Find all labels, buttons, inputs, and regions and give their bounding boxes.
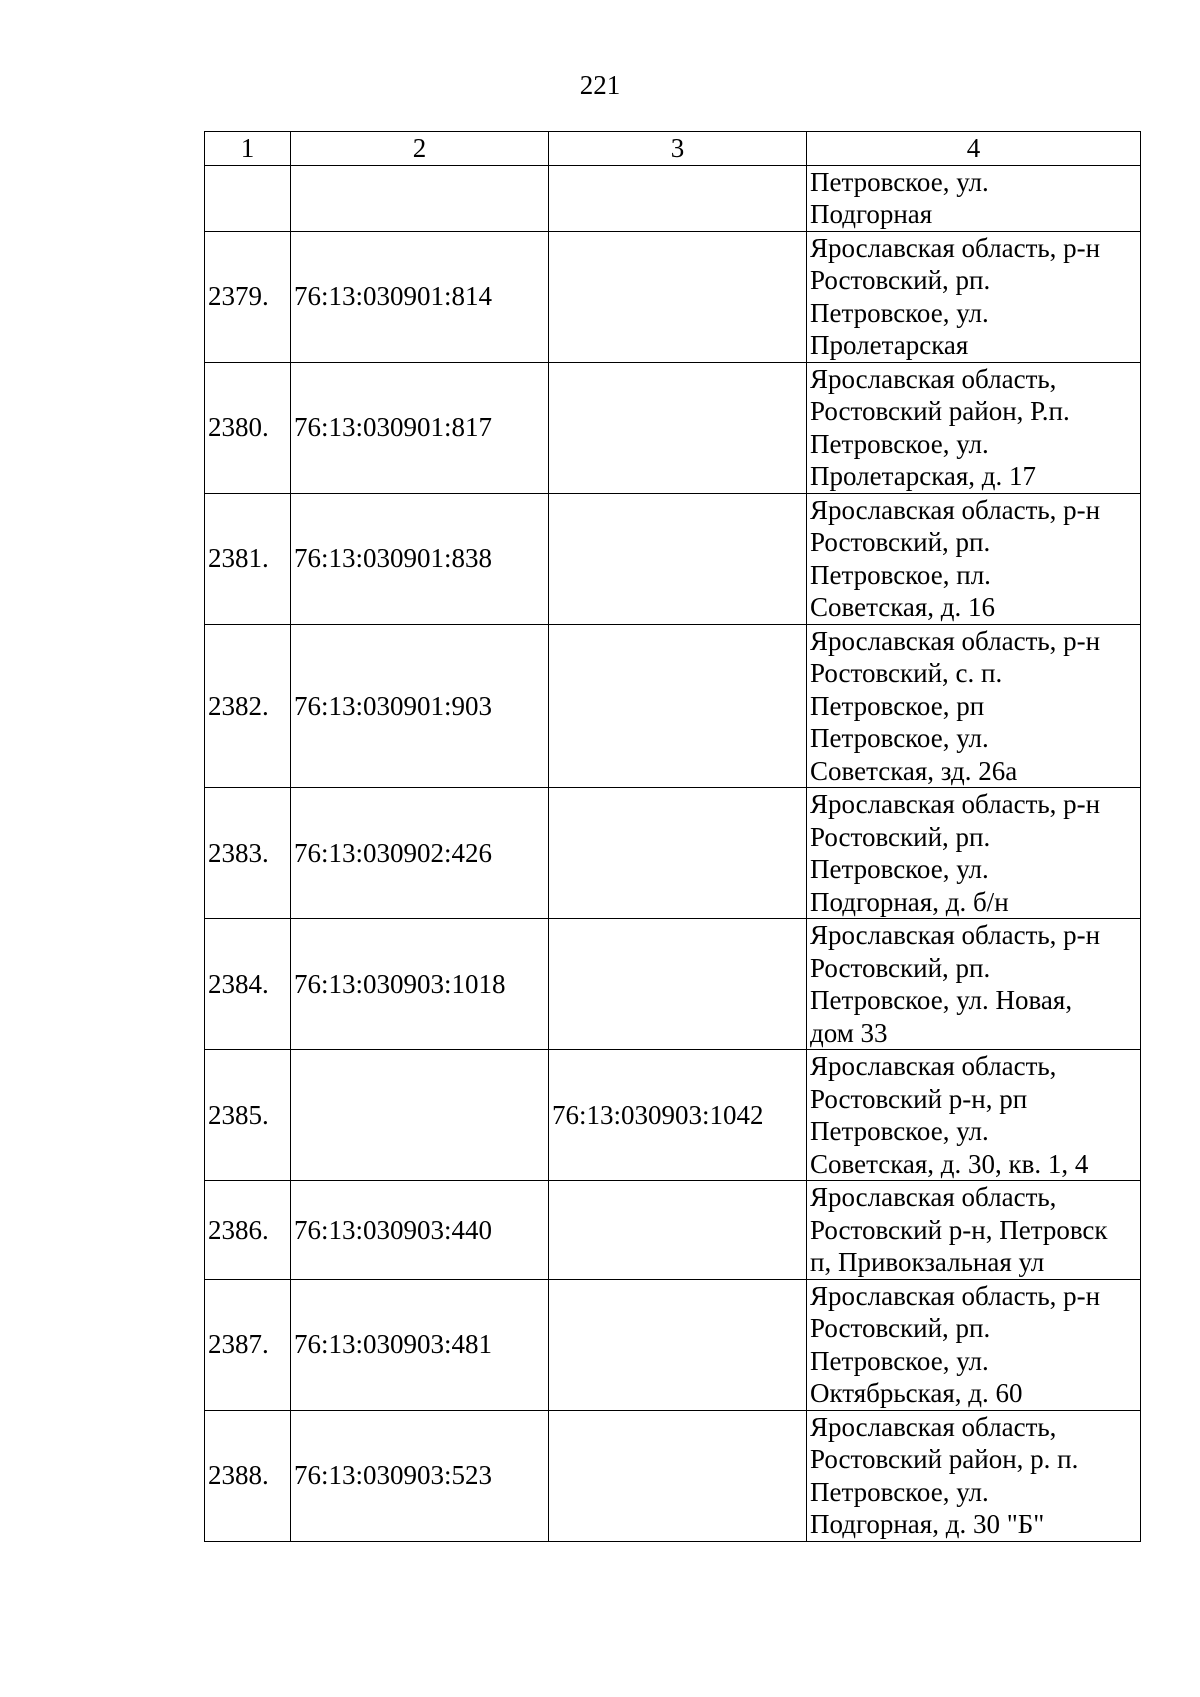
- row-number-cell: 2384.: [205, 919, 291, 1050]
- row-number-cell: [205, 165, 291, 231]
- address-cell: Ярославская область, р-н Ростовский, с. п. Петровское, рп Петровское, ул. Советская, зд. 26а: [807, 624, 1141, 788]
- row-number-cell: 2388.: [205, 1410, 291, 1541]
- column-3-cell: [549, 231, 807, 362]
- column-header-3: 3: [549, 132, 807, 166]
- address-cell: Ярославская область, р-н Ростовский, рп. Петровское, ул. Октябрьская, д. 60: [807, 1279, 1141, 1410]
- column-3-cell: [549, 1410, 807, 1541]
- address-cell: Ярославская область, р-н Ростовский, рп. Петровское, пл. Советская, д. 16: [807, 493, 1141, 624]
- cadastral-number-cell: 76:13:030901:838: [291, 493, 549, 624]
- registry-table: [204, 131, 1141, 1542]
- cadastral-number-cell: [291, 165, 549, 231]
- address-cell: Петровское, ул. Подгорная: [807, 165, 1141, 231]
- column-3-cell: [549, 493, 807, 624]
- table-row: [205, 788, 1141, 919]
- row-number-cell: 2381.: [205, 493, 291, 624]
- table-header-row: [205, 132, 1141, 166]
- cadastral-number-cell: 76:13:030903:481: [291, 1279, 549, 1410]
- column-3-cell: 76:13:030903:1042: [549, 1050, 807, 1181]
- cadastral-number-cell: 76:13:030901:817: [291, 362, 549, 493]
- cadastral-number-cell: 76:13:030902:426: [291, 788, 549, 919]
- table-row: [205, 1050, 1141, 1181]
- table-row: [205, 919, 1141, 1050]
- column-header-2: 2: [291, 132, 549, 166]
- cadastral-number-cell: 76:13:030903:440: [291, 1181, 549, 1280]
- address-cell: Ярославская область, р-н Ростовский, рп. Петровское, ул. Пролетарская: [807, 231, 1141, 362]
- table-row: [205, 165, 1141, 231]
- column-3-cell: [549, 1279, 807, 1410]
- column-3-cell: [549, 919, 807, 1050]
- row-number-cell: 2387.: [205, 1279, 291, 1410]
- address-cell: Ярославская область, р-н Ростовский, рп. Петровское, ул. Подгорная, д. б/н: [807, 788, 1141, 919]
- page-number: 221: [579, 70, 621, 100]
- column-header-1: 1: [205, 132, 291, 166]
- cadastral-number-cell: 76:13:030901:814: [291, 231, 549, 362]
- column-3-cell: [549, 165, 807, 231]
- row-number-cell: 2382.: [205, 624, 291, 788]
- table-row: [205, 1181, 1141, 1280]
- table-row: [205, 231, 1141, 362]
- row-number-cell: 2383.: [205, 788, 291, 919]
- table-row: [205, 1410, 1141, 1541]
- cadastral-number-cell: 76:13:030901:903: [291, 624, 549, 788]
- table-row: [205, 362, 1141, 493]
- table-row: [205, 624, 1141, 788]
- column-header-4: 4: [807, 132, 1141, 166]
- row-number-cell: 2386.: [205, 1181, 291, 1280]
- table-row: [205, 493, 1141, 624]
- address-cell: Ярославская область, Ростовский р-н, рп Петровское, ул. Советская, д. 30, кв. 1, 4: [807, 1050, 1141, 1181]
- column-3-cell: [549, 624, 807, 788]
- address-cell: Ярославская область, р-н Ростовский, рп. Петровское, ул. Новая, дом 33: [807, 919, 1141, 1050]
- row-number-cell: 2380.: [205, 362, 291, 493]
- row-number-cell: 2379.: [205, 231, 291, 362]
- cadastral-number-cell: 76:13:030903:1018: [291, 919, 549, 1050]
- address-cell: Ярославская область, Ростовский р-н, Петровск п, Привокзальная ул: [807, 1181, 1141, 1280]
- address-cell: Ярославская область, Ростовский район, Р.п. Петровское, ул. Пролетарская, д. 17: [807, 362, 1141, 493]
- column-3-cell: [549, 1181, 807, 1280]
- table-row: [205, 1279, 1141, 1410]
- cadastral-number-cell: [291, 1050, 549, 1181]
- address-cell: Ярославская область, Ростовский район, р. п. Петровское, ул. Подгорная, д. 30 "Б": [807, 1410, 1141, 1541]
- cadastral-number-cell: 76:13:030903:523: [291, 1410, 549, 1541]
- column-3-cell: [549, 362, 807, 493]
- column-3-cell: [549, 788, 807, 919]
- row-number-cell: 2385.: [205, 1050, 291, 1181]
